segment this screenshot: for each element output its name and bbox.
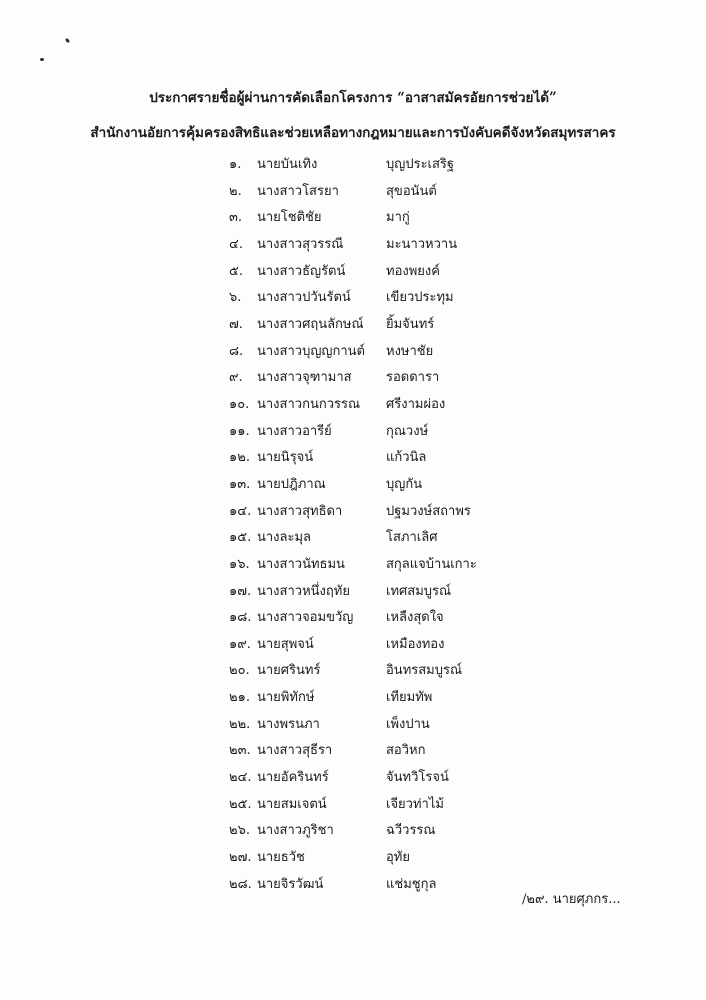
given-name: นายจิรวัฒน์ (257, 876, 324, 892)
given-name: นายบันเทิง (257, 157, 318, 172)
list-item (229, 419, 429, 446)
surname: ปฐมวงษ์สถาพร (386, 503, 471, 519)
list-item (229, 392, 446, 419)
list-item (229, 205, 410, 232)
given-name: นายปฎิภาณ (257, 476, 326, 492)
given-name: นางสาวนัทธมน (257, 556, 345, 572)
list-item (229, 339, 434, 366)
surname: เหลืงสุดใจ (386, 610, 444, 626)
list-item (229, 312, 435, 339)
given-name: นางสาวกนกวรรณ (257, 396, 361, 412)
item-number: ๒๔. (229, 770, 252, 786)
item-number: ๒๕. (229, 796, 252, 812)
item-number: ๑๔. (229, 503, 252, 519)
list-item (229, 658, 463, 685)
surname: แช่มชูกุล (386, 876, 437, 892)
list-item (229, 552, 477, 579)
list-item (229, 765, 449, 792)
scan-speck (65, 38, 71, 44)
given-name: นางสาวอารีย์ (257, 423, 332, 439)
given-name: นางสาวศฤนลักษณ์ (257, 316, 364, 332)
list-item (229, 259, 440, 286)
surname: สกุลแจบ้านเกาะ (386, 556, 477, 572)
surname: เทศสมบูรณ์ (386, 583, 452, 599)
given-name: นางสาวจุฑามาส (257, 370, 352, 386)
list-item (229, 872, 437, 899)
surname: หงษาชัย (386, 343, 434, 359)
list-item (229, 285, 454, 312)
continuation-note: /๒๙. นายศุภกร... (522, 892, 621, 907)
surname: โสภาเลิศ (386, 530, 438, 546)
list-item (229, 499, 471, 526)
surname: ศรีงามผ่อง (386, 396, 446, 412)
surname: เขียวประทุม (386, 290, 454, 306)
list-item (229, 632, 445, 659)
given-name: นางสาวปวันรัตน์ (257, 290, 351, 306)
list-item (229, 525, 438, 552)
given-name: นางสาวจอมขวัญ (257, 610, 354, 626)
item-number: ๑๑. (229, 423, 250, 439)
given-name: นายนิรุจน์ (257, 450, 314, 466)
given-name: นายสุพจน์ (257, 636, 314, 652)
item-number: ๒๖. (229, 823, 250, 839)
item-number: ๒๘. (229, 876, 252, 892)
item-number: ๑๕. (229, 530, 252, 546)
given-name: นายพิทักษ์ (257, 690, 315, 706)
item-number: ๒๑. (229, 690, 250, 706)
given-name: นายศรินทร์ (257, 663, 321, 679)
given-name: นางสาวธัญรัตน์ (257, 263, 346, 279)
surname: แก้วนิล (386, 450, 427, 466)
scan-speck (40, 58, 44, 61)
given-name: นางสาวสุธีรา (257, 743, 333, 759)
item-number: ๔. (229, 236, 243, 252)
list-item (229, 792, 444, 819)
surname: ทองพยงค์ (386, 263, 440, 279)
given-name: นายสมเจตน์ (257, 796, 327, 812)
surname: เจียวท่าไม้ (386, 796, 444, 812)
surname: บุญกัน (386, 476, 423, 492)
item-number: ๓. (229, 210, 243, 226)
surname: ยิ้มจันทร์ (386, 316, 435, 332)
list-item (229, 845, 410, 872)
given-name: นายธวัช (257, 850, 305, 866)
surname: เทียมทัพ (386, 690, 433, 706)
name-list (229, 152, 477, 898)
surname: กุณวงษ์ (386, 423, 429, 439)
list-item (229, 685, 433, 712)
surname: มะนาวหวาน (386, 236, 458, 252)
item-number: ๑๒. (229, 450, 250, 466)
item-number: ๕. (229, 263, 243, 279)
item-number: ๒๗. (229, 850, 252, 866)
surname: อุทัย (386, 850, 410, 866)
list-item (229, 818, 436, 845)
document-subtitle: สำนักงานอัยการคุ้มครองสิทธิและช่วยเหลือทางกฎหมายและการบังคับคดีจังหวัดสมุทรสาคร (90, 125, 616, 141)
given-name: นางสาวหนึ่งฤทัย (257, 583, 350, 599)
given-name: นายโชติชัย (257, 210, 322, 226)
document-title: ประกาศรายชื่อผู้ผ่านการคัดเลือกโครงการ “อาสาสมัครอัยการช่วยได้” (149, 90, 557, 106)
item-number: ๒. (229, 183, 242, 199)
list-item (229, 152, 455, 179)
list-item (229, 605, 444, 632)
surname: มากู่ (386, 210, 410, 226)
surname: เพ็งปาน (386, 716, 430, 732)
given-name: นางสาวบุญญกานต์ (257, 343, 365, 359)
given-name: นางพรนภา (257, 716, 320, 732)
surname: บุญประเสริฐ (386, 157, 455, 172)
given-name: นางสาวสุทธิดา (257, 503, 343, 519)
item-number: ๙. (229, 370, 243, 386)
list-item (229, 365, 440, 392)
given-name: นายอัครินทร์ (257, 770, 329, 786)
item-number: ๑๐. (229, 396, 250, 412)
item-number: ๒๒. (229, 716, 251, 732)
list-item (229, 232, 458, 259)
given-name: นางละมุล (257, 530, 312, 546)
surname: อินทรสมบูรณ์ (386, 663, 463, 679)
item-number: ๑๗. (229, 583, 252, 599)
list-item (229, 579, 452, 606)
item-number: ๖. (229, 290, 242, 306)
item-number: ๑. (229, 157, 242, 172)
item-number: ๑๖. (229, 556, 250, 572)
given-name: นางสาวสุวรรณี (257, 236, 344, 252)
item-number: ๑๓. (229, 476, 251, 492)
item-number: ๑๘. (229, 610, 252, 626)
item-number: ๒๓. (229, 743, 251, 759)
given-name: นางสาวภูริชา (257, 823, 334, 839)
surname: เหมืองทอง (386, 636, 445, 652)
surname: จันทวิโรจน์ (386, 770, 449, 786)
surname: สุขอนันต์ (386, 183, 437, 199)
list-item (229, 712, 430, 739)
item-number: ๘. (229, 343, 244, 359)
item-number: ๒๐. (229, 663, 250, 679)
item-number: ๗. (229, 316, 243, 332)
surname: รอดดารา (386, 370, 440, 386)
list-item (229, 445, 427, 472)
item-number: ๑๙. (229, 636, 251, 652)
list-item (229, 179, 437, 206)
list-item (229, 472, 423, 499)
surname: สอวิหก (386, 743, 426, 759)
list-item (229, 738, 426, 765)
given-name: นางสาวโสรยา (257, 183, 339, 199)
surname: ฉวีวรรณ (386, 823, 436, 839)
